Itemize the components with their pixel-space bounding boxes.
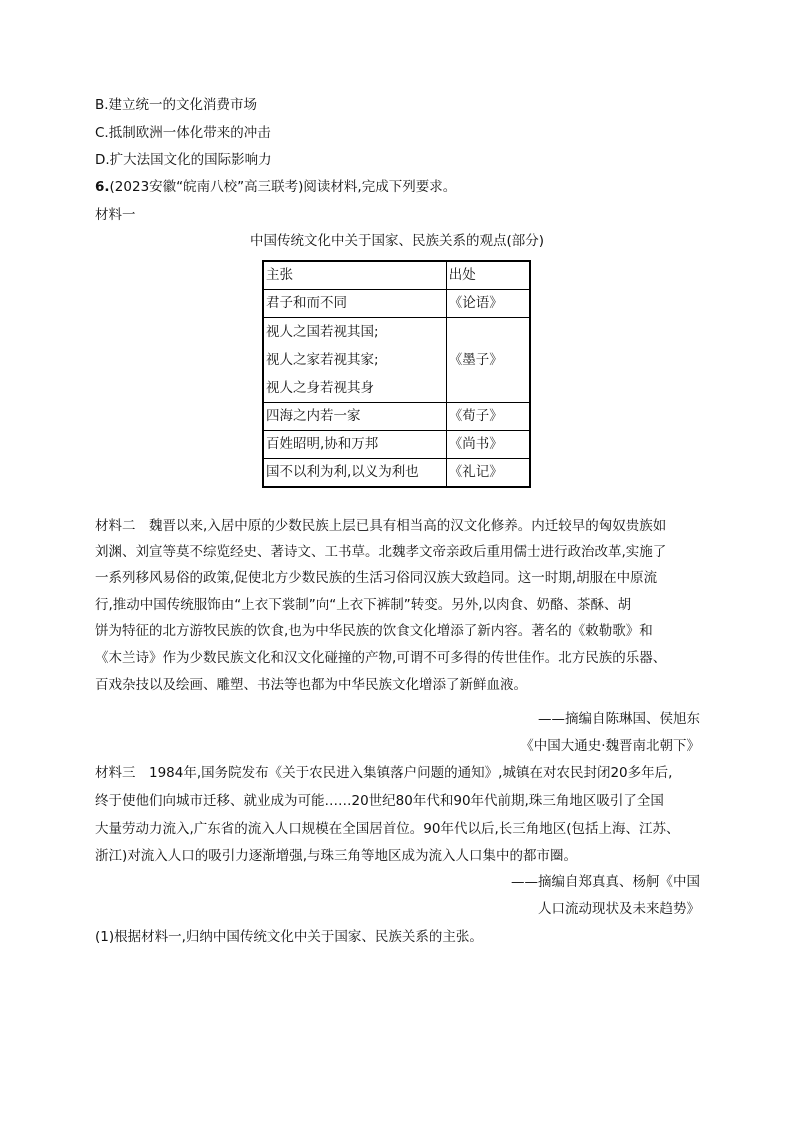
table-caption: 中国传统文化中关于国家、民族关系的观点(部分) — [249, 233, 545, 249]
source-cell: 《墨子》 — [446, 318, 530, 403]
claim-cell: 君子和而不同 — [263, 290, 446, 318]
material2-line: 刘渊、刘宣等莫不综览经史、著诗文、工书草。北魏孝文帝亲政后重用儒士进行政治改革,实施了 — [95, 544, 667, 560]
claim-cell: 国不以利为利,以义为利也 — [263, 459, 446, 488]
material3-source-title: 人口流动现状及未来趋势》 — [538, 901, 700, 917]
claim-cell: 四海之内若一家 — [263, 403, 446, 431]
material2-source-title: 《中国大通史·魏晋南北朝下》 — [520, 738, 700, 754]
material2-source-author: ——摘编自陈琳国、侯旭东 — [538, 711, 700, 727]
material2-line: 百戏杂技以及绘画、雕塑、书法等也都为中华民族文化增添了新鲜血液。 — [95, 677, 527, 693]
material3-line: 终于使他们向城市迁移、就业成为可能……20世纪80年代和90年代前期,珠三角地区吸引了全国 — [95, 793, 664, 809]
claim-line: 视人之家若视其家; — [266, 352, 379, 368]
option-c: C.抵制欧洲一体化带来的冲击 — [95, 125, 271, 141]
table-row — [263, 318, 530, 403]
material2-line: 行,推动中国传统服饰由“上衣下裳制”向“上衣下裤制”转变。另外,以肉食、奶酪、茶酥、胡 — [95, 597, 632, 613]
material2-line: 《木兰诗》作为少数民族文化和汉文化碰撞的产物,可谓不可多得的传世佳作。北方民族的乐器、 — [95, 650, 667, 666]
option-b: B.建立统一的文化消费市场 — [95, 97, 258, 113]
question-6 — [95, 178, 456, 196]
material3-source-author: ——摘编自郑真真、杨舸《中国 — [511, 874, 700, 890]
material1-label: 材料一 — [95, 207, 136, 223]
claim-cell: 百姓昭明,协和万邦 — [263, 431, 446, 459]
table-row — [263, 459, 530, 488]
material2-line: 一系列移风易俗的政策,促使北方少数民族的生活习俗同汉族大致趋同。这一时期,胡服在中原流 — [95, 570, 658, 586]
claim-line: 视人之国若视其国; — [266, 324, 379, 340]
header-claim: 主张 — [263, 261, 446, 290]
question-text: (2023安徽“皖南八校”高三联考)阅读材料,完成下列要求。 — [109, 179, 457, 195]
material3-line: 大量劳动力流入,广东省的流入人口规模在全国居首位。90年代以后,长三角地区(包括上海、江苏、 — [95, 821, 680, 837]
views-table — [262, 260, 531, 488]
material2-line: 饼为特征的北方游牧民族的饮食,也为中华民族的饮食文化增添了新内容。著名的《敕勒歌》和 — [95, 623, 653, 639]
table-row — [263, 290, 530, 318]
source-cell: 《论语》 — [446, 290, 530, 318]
header-source: 出处 — [446, 261, 530, 290]
sub-question-1: (1)根据材料一,归纳中国传统文化中关于国家、民族关系的主张。 — [95, 929, 483, 945]
material3-line: 浙江)对流入人口的吸引力逐渐增强,与珠三角等地区成为流入人口集中的都市圈。 — [95, 848, 578, 864]
question-number: 6. — [95, 179, 110, 195]
option-d: D.扩大法国文化的国际影响力 — [95, 152, 272, 168]
claim-cell — [263, 318, 446, 403]
claim-line: 视人之身若视其身 — [266, 380, 374, 396]
material3-line: 材料三 1984年,国务院发布《关于农民进入集镇落户问题的通知》,城镇在对农民封闭20多年后, — [95, 765, 673, 781]
table-header-row — [263, 261, 530, 290]
table-row — [263, 403, 530, 431]
source-cell: 《尚书》 — [446, 431, 530, 459]
material2-line: 材料二 魏晋以来,入居中原的少数民族上层已具有相当高的汉文化修养。内迁较早的匈奴贵族如 — [95, 518, 667, 534]
source-cell: 《礼记》 — [446, 459, 530, 488]
table-row — [263, 431, 530, 459]
source-cell: 《荀子》 — [446, 403, 530, 431]
